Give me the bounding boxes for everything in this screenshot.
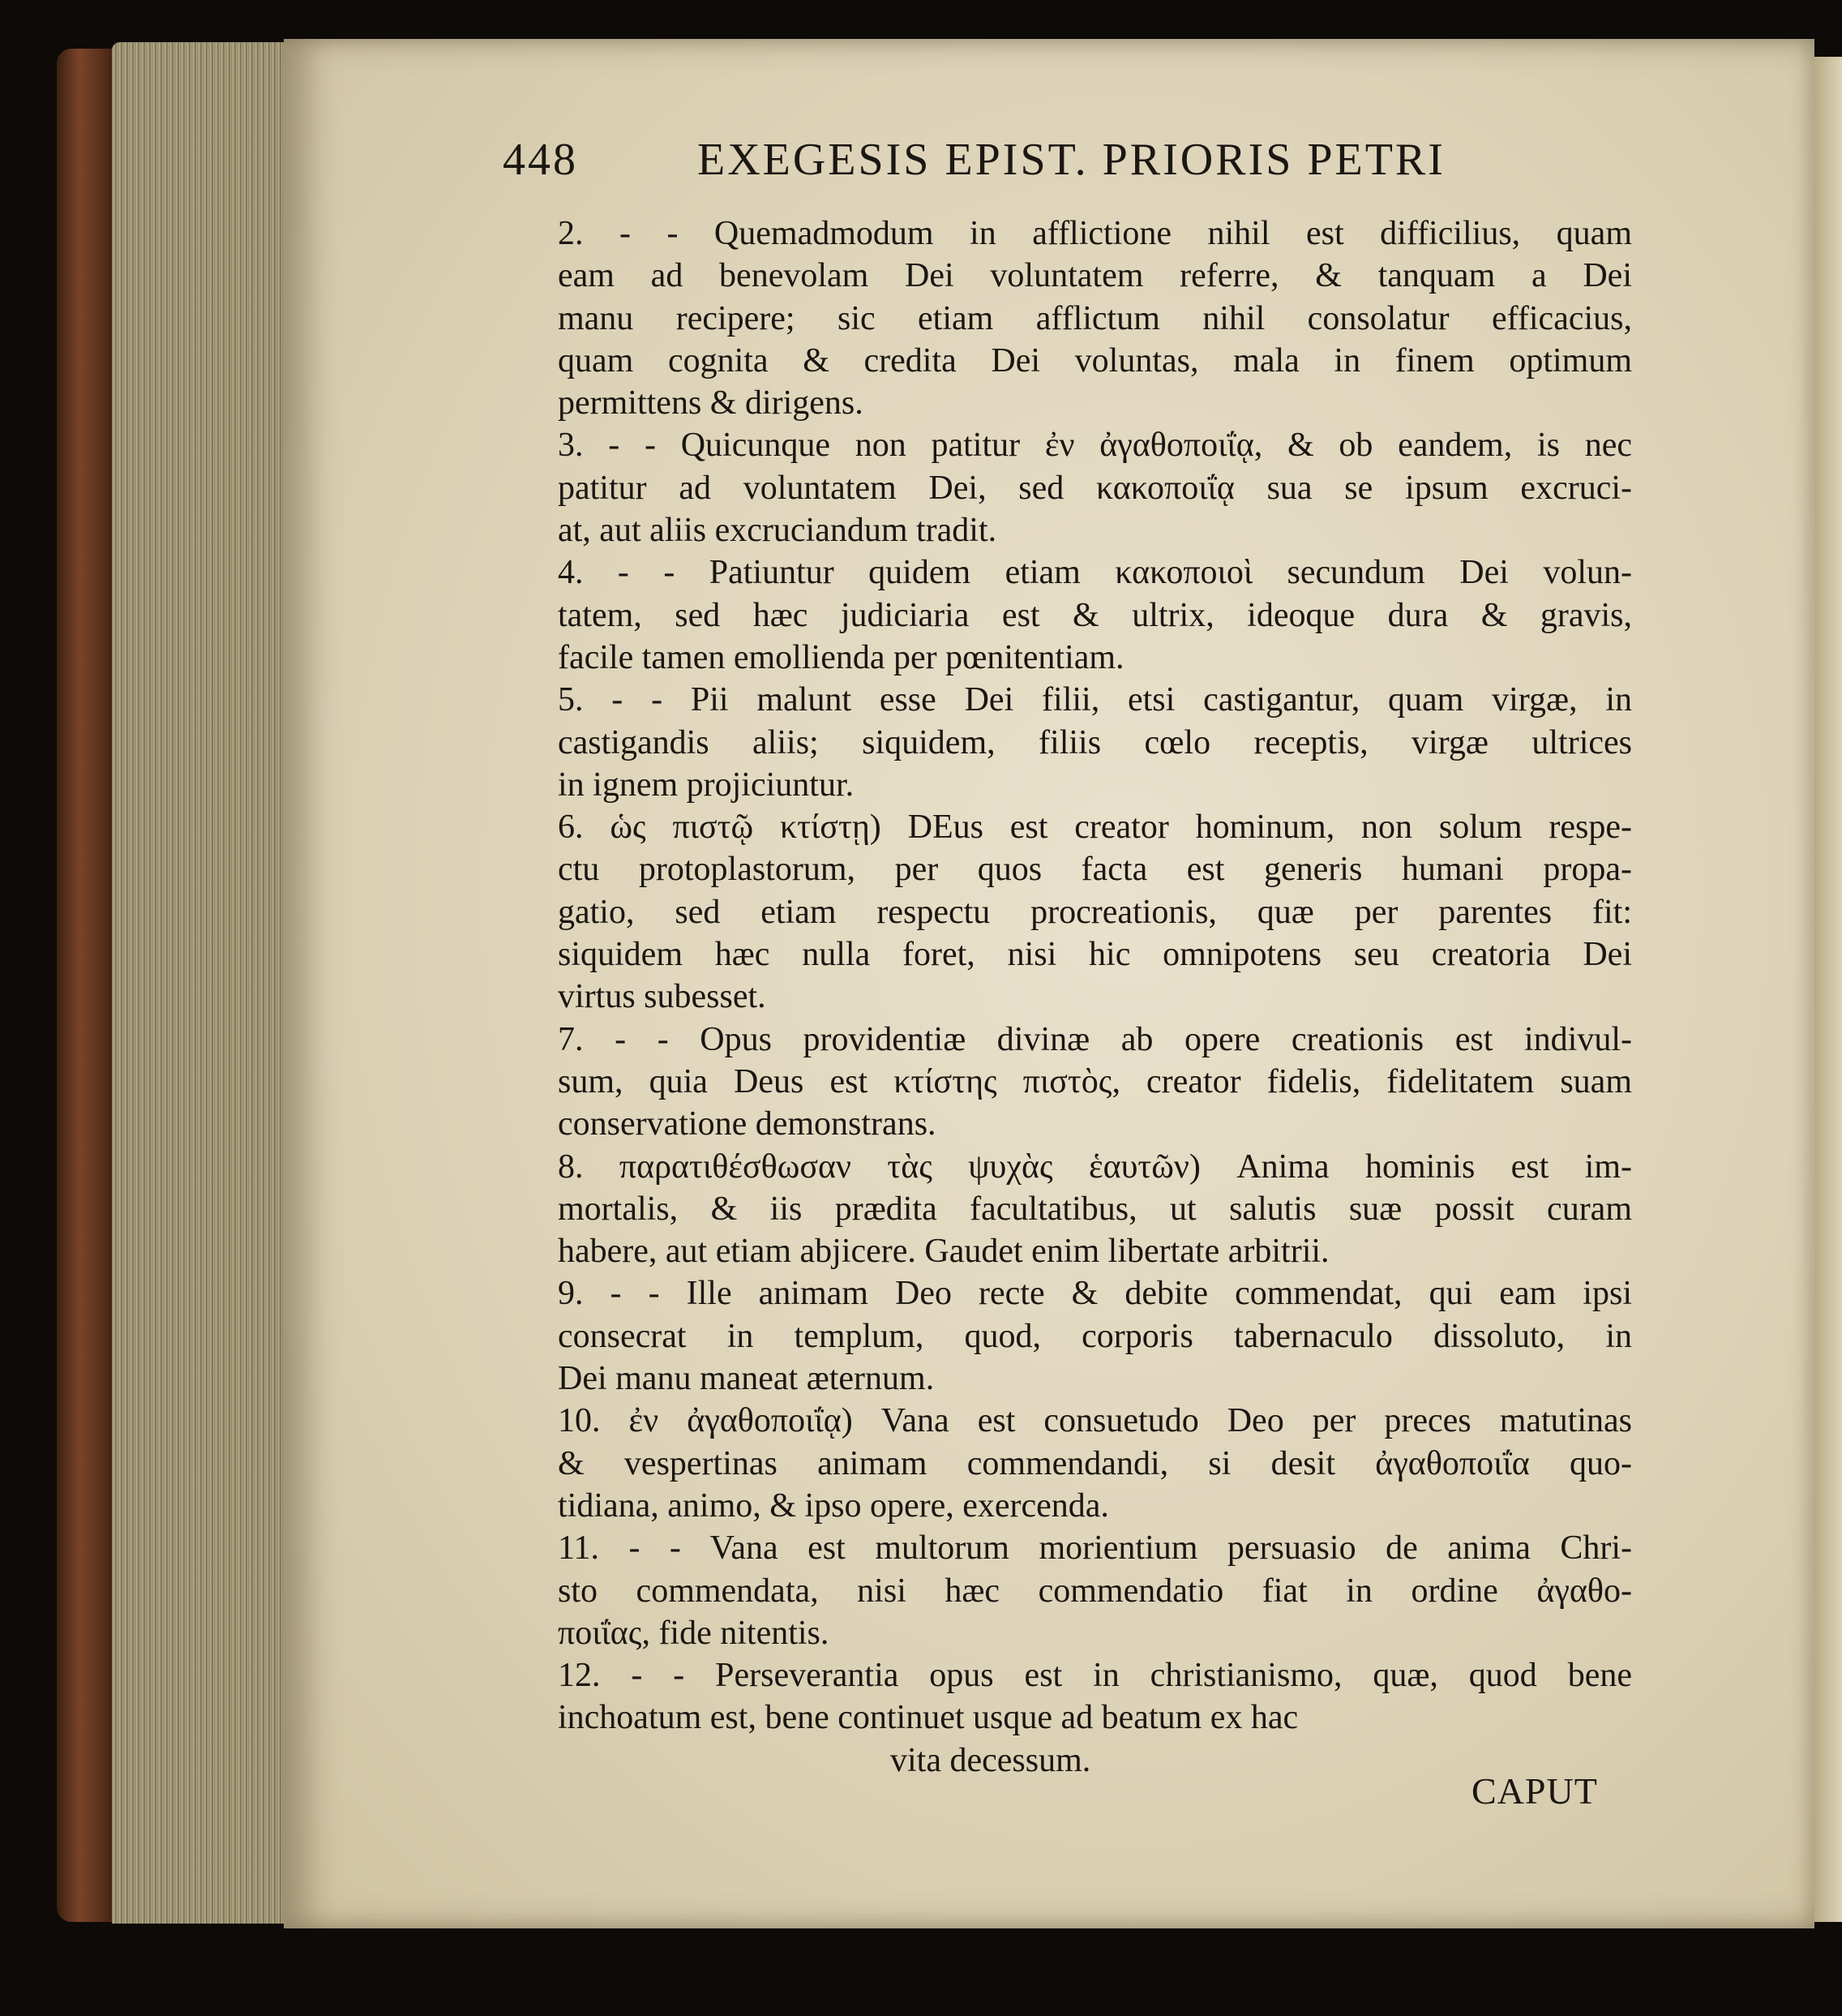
text-line: mortalis, & iis prædita facultatibus, ut salutis suæ possit curam xyxy=(558,1190,1632,1228)
text-line: 5. - - Pii malunt esse Dei filii, etsi castigantur, quam virgæ, in xyxy=(558,681,1632,719)
text-line: at, aut aliis excruciandum tradit. xyxy=(558,512,997,550)
page-number: 448 xyxy=(503,135,578,185)
text-line: Dei manu maneat æternum. xyxy=(558,1360,935,1398)
text-line: 10. ἐν ἀγαθοποιΐᾳ) Vana est consuetudo Deo per preces matutinas xyxy=(558,1402,1632,1440)
text-line: ποιΐας, fide nitentis. xyxy=(558,1614,829,1652)
text-line: castigandis aliis; siquidem, filiis cœlo receptis, virgæ ultrices xyxy=(558,723,1632,761)
text-line: 9. - - Ille animam Deo recte & debite commendat, qui eam ipsi xyxy=(558,1275,1632,1313)
text-line: 7. - - Opus providentiæ divinæ ab opere creationis est indivul- xyxy=(558,1020,1632,1058)
text-line: 3. - - Quicunque non patitur ἐν ἀγαθοποιΐᾳ, & ob eandem, is nec xyxy=(558,427,1632,465)
text-line: 4. - - Patiuntur quidem etiam κακοποιοὶ secundum Dei volun- xyxy=(558,554,1632,592)
text-line: 6. ὡς πιστῷ κτίστῃ) DEus est creator hominum, non solum respe- xyxy=(558,809,1632,847)
text-line: manu recipere; sic etiam afflictum nihil consolatur efficacius, xyxy=(558,299,1632,337)
text-line: tatem, sed hæc judiciaria est & ultrix, ideoque dura & gravis, xyxy=(558,596,1632,634)
text-line: 2. - - Quemadmodum in afflictione nihil est difficilius, quam xyxy=(558,215,1632,252)
running-title: EXEGESIS EPIST. PRIORIS PETRI xyxy=(697,135,1446,185)
catchword: CAPUT xyxy=(1471,1770,1598,1812)
text-line: gatio, sed etiam respectu procreationis, quæ per parentes fit: xyxy=(558,893,1632,931)
text-line: consecrat in templum, quod, corporis tabernaculo dissoluto, in xyxy=(558,1317,1632,1355)
text-line: inchoatum est, bene continuet usque ad beatum ex hac xyxy=(558,1699,1299,1737)
text-line: permittens & dirigens. xyxy=(558,384,863,423)
text-line: virtus subesset. xyxy=(558,978,766,1016)
text-line: facile tamen emollienda per pœnitentiam. xyxy=(558,638,1124,676)
text-line: vita decessum. xyxy=(890,1741,1091,1779)
text-line: siquidem hæc nulla foret, nisi hic omnipotens seu creatoria Dei xyxy=(558,936,1632,974)
text-line: sto commendata, nisi hæc commendatio fiat in ordine ἀγαθο- xyxy=(558,1572,1632,1610)
text-line: sum, quia Deus est κτίστης πιστὸς, creator fidelis, fidelitatem suam xyxy=(558,1062,1632,1100)
page-header xyxy=(503,134,1638,207)
text-line: & vespertinas animam commendandi, si desit ἀγαθοποιΐα quo- xyxy=(558,1444,1632,1482)
facing-page-edge xyxy=(1814,57,1842,1922)
text-line: ctu protoplastorum, per quos facta est generis humani propa- xyxy=(558,851,1632,889)
text-line: tidiana, animo, & ipso opere, exercenda. xyxy=(558,1486,1109,1525)
text-line: habere, aut etiam abjicere. Gaudet enim libertate arbitrii. xyxy=(558,1233,1330,1271)
page-edges xyxy=(112,42,286,1924)
text-line: 8. παρατιθέσθωσαν τὰς ψυχὰς ἑαυτῶν) Anima hominis est im- xyxy=(558,1147,1632,1186)
text-line: quam cognita & credita Dei voluntas, mala in finem optimum xyxy=(558,341,1632,380)
text-line: in ignem projiciuntur. xyxy=(558,766,855,804)
text-line: 12. - - Perseverantia opus est in christianismo, quæ, quod bene xyxy=(558,1657,1632,1695)
text-line: eam ad benevolam Dei voluntatem referre, & tanquam a Dei xyxy=(558,257,1632,295)
body-text xyxy=(558,212,1632,1782)
text-line: conservatione demonstrans. xyxy=(558,1105,936,1143)
text-line: patitur ad voluntatem Dei, sed κακοποιΐᾳ sua se ipsum excruci- xyxy=(558,469,1632,507)
text-line: 11. - - Vana est multorum morientium persuasio de anima Chri- xyxy=(558,1529,1632,1568)
